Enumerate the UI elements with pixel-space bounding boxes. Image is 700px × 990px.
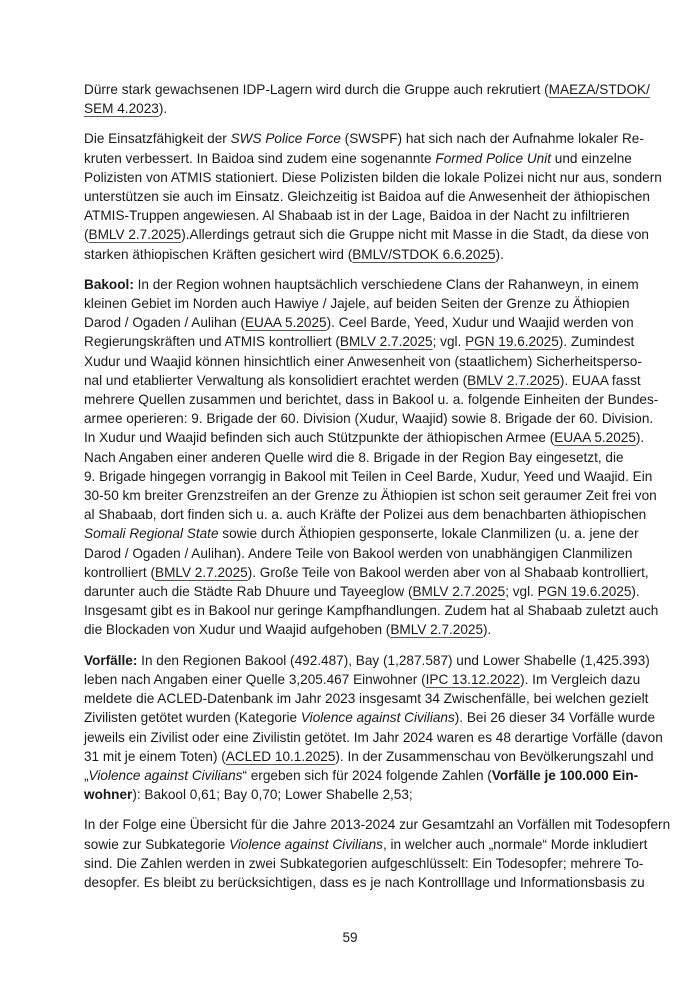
text: sind. Die Zahlen werden in zwei Subkategorien aufgeschlüsselt: Ein Todesopfer; mehrere To- [84, 855, 644, 871]
text-line [84, 815, 671, 834]
text: jeweils ein Zivilist oder eine Zivilistin getötet. Im Jahr 2024 waren es 48 derartige Vorfälle (davon [84, 729, 663, 745]
text: nal und etablierter Verwaltung als konsolidiert erachtet werden ( [84, 372, 468, 388]
text: In den Regionen Bakool (492.487), Bay (1,287.587) und Lower Shabelle (1,425.393) [137, 652, 650, 668]
paragraph-bakool [84, 275, 659, 640]
text: al Shabaab, dort finden sich u. a. auch Kräfte der Polizei aus dem benachbarten äthiopischen [84, 507, 647, 523]
text-line [84, 275, 639, 294]
text: Zivilisten getötet wurden (Kategorie [84, 710, 301, 726]
text-line [84, 149, 632, 168]
text: 9. Brigade hingegen vorrangig in Bakool mit Teilen in Ceel Barde, Xudur, Yeed und Waajid. Ein [84, 468, 653, 484]
text-line [84, 582, 640, 601]
text: In Xudur und Waajid befinden sich auch Stützpunkte der äthiopischen Armee ( [84, 430, 555, 446]
source-link[interactable]: BMLV 2.7.2025 [467, 372, 560, 388]
text-line [84, 390, 659, 409]
source-link[interactable]: EUAA 5.2025 [244, 315, 327, 331]
text: ). Zumindest [558, 334, 635, 350]
text: Dürre stark gewachsenen IDP-Lagern wird durch die Gruppe auch rekrutiert ( [84, 82, 549, 97]
text: Darod / Ogaden / Aulihan). Andere Teile von Bakool werden von unabhängigen Clanmilizen [84, 545, 633, 561]
source-link[interactable]: IPC 13.12.2022 [425, 671, 521, 687]
text: kruten verbessert. In Baidoa sind zudem eine sogenannte [84, 150, 436, 166]
body-text [84, 80, 671, 903]
text: ). In der Zusammenschau von Bevölkerungszahl und [335, 748, 654, 764]
text: ). Große Teile von Bakool werden aber von al Shabaab kontrolliert, [247, 564, 649, 580]
text: Xudur und Waajid können hinsichtlich einer Anwesenheit von (staatlichem) Sicherheitsperso- [84, 353, 642, 369]
text: ).Allerdings getraut sich die Gruppe nicht mit Masse in die Stadt, da diese von [181, 227, 649, 243]
source-link[interactable]: BMLV 2.7.2025 [88, 227, 182, 243]
text-line [84, 129, 644, 148]
source-link[interactable]: SEM 4.2023 [84, 101, 159, 117]
text-line [84, 708, 656, 727]
text-line [84, 371, 641, 390]
text: meldete die ACLED-Datenbank im Jahr 2023 insgesamt 34 Zwischenfälle, bei welchen gezielt [84, 691, 649, 707]
text: starken äthiopischen Kräften gesichert wird ( [84, 246, 353, 262]
italic-text: Somali Regional State [84, 526, 219, 542]
text: “ ergeben sich für 2024 folgende Zahlen ( [242, 767, 492, 783]
text-line [84, 206, 630, 225]
text-line [84, 563, 649, 582]
text: ). Bei 26 dieser 34 Vorfälle wurde [454, 710, 656, 726]
text-line [84, 728, 663, 747]
text: die Blockaden von Xudur und Waajid aufgehoben ( [84, 622, 391, 638]
text-line [84, 854, 644, 873]
source-link[interactable]: EUAA 5.2025 [554, 430, 636, 446]
paragraph-swspf [84, 129, 662, 263]
text: kleinen Gebiet im Norden auch Hawiye / Jajele, auf beiden Seiten der Grenze zu Äthiopien [84, 296, 630, 312]
text: In der Region wohnen hauptsächlich verschiedene Clans der Rahanweyn, in einem [133, 276, 639, 292]
text: ). Im Vergleich dazu [520, 671, 641, 687]
text-line [84, 187, 650, 206]
text: ; vgl. [432, 334, 466, 350]
italic-text: Violence against Civilians [300, 710, 455, 726]
text-line [84, 467, 653, 486]
text-line [84, 409, 654, 428]
text: Darod / Ogaden / Aulihan ( [84, 315, 245, 331]
bold-text: Bakool: [84, 276, 134, 292]
text-line [84, 245, 617, 264]
text: Nach Angaben einer anderen Quelle wird die 8. Brigade in der Region Bay eingesetzt, die [84, 449, 624, 465]
text-line [84, 332, 635, 351]
text: ). EUAA fasst [559, 372, 641, 388]
text: ). Ceel Barde, Yeed, Xudur und Waajid werden von [326, 315, 634, 331]
source-link[interactable]: BMLV/STDOK 6.6.2025 [352, 246, 496, 262]
source-link[interactable]: ACLED 10.1.2025 [225, 748, 336, 764]
paragraph-idp-recruitment [84, 80, 650, 118]
text-line [84, 486, 657, 505]
text: Insgesamt gibt es in Bakool nur geringe Kampfhandlungen. Zudem hat al Shabaab zuletzt auch [84, 603, 659, 619]
source-link[interactable]: BMLV 2.7.2025 [155, 564, 248, 580]
text: ). [635, 430, 645, 446]
bold-text: Vorfälle: [84, 652, 138, 668]
text-line [84, 448, 624, 467]
source-link[interactable]: PGN 19.6.2025 [537, 584, 632, 600]
bold-text: wohner [84, 787, 133, 803]
source-link[interactable]: BMLV 2.7.2025 [412, 584, 506, 600]
text: 31 mit je einem Toten) ( [84, 748, 226, 764]
text-line [84, 80, 650, 99]
text: unterstützen sie auch im Einsatz. Gleichzeitig ist Baidoa auf die Anwesenheit der äthiopischen [84, 189, 650, 205]
text: und einzelne [551, 150, 632, 166]
text-line [84, 225, 649, 244]
text: (SWSPF) hat sich nach der Aufnahme lokaler Re- [340, 131, 644, 147]
text-line [84, 428, 645, 447]
text-line [84, 352, 642, 371]
text: sowie durch Äthiopien gesponserte, lokale Clanmilizen (u. a. jene der [218, 526, 639, 542]
text-line [84, 873, 645, 892]
italic-text: SWS Police Force [230, 131, 341, 147]
text-line [84, 505, 647, 524]
text: Regierungskräften und ATMIS kontrolliert ( [84, 334, 340, 350]
page-number: 59 [342, 930, 358, 945]
text-line [84, 620, 617, 639]
text: ): Bakool 0,61; Bay 0,70; Lower Shabelle 2,53; [132, 787, 413, 803]
text-line [84, 835, 648, 854]
text: Die Einsatzfähigkeit der [84, 131, 231, 147]
text: darunter auch die Städte Rab Dhuure und Tayeeglow ( [84, 584, 413, 600]
text-line [84, 99, 617, 118]
text: 30-50 km breiter Grenzstreifen an der Grenze zu Äthiopien ist schon seit geraumer Zeit frei von [84, 488, 657, 504]
text: sowie zur Subkategorie [84, 836, 230, 852]
text-line [84, 689, 649, 708]
source-link[interactable]: BMLV 2.7.2025 [339, 334, 433, 350]
text-line [84, 524, 639, 543]
source-link[interactable]: BMLV 2.7.2025 [390, 622, 484, 638]
text: , in welcher auch „normale“ Morde inkludiert [382, 836, 648, 852]
source-link[interactable]: PGN 19.6.2025 [465, 334, 559, 350]
text: leben nach Angaben einer Quelle 3,205.467 Einwohner ( [84, 671, 426, 687]
source-link[interactable]: MAEZA/STDOK/ [548, 82, 650, 97]
text: kontrolliert ( [84, 564, 156, 580]
text: ). [631, 584, 640, 600]
text: mehrere Quellen zusammen und berichtet, dass in Bakool u. a. folgende Einheiten der Bundes- [84, 392, 659, 408]
text-line [84, 601, 659, 620]
paragraph-overview [84, 815, 671, 892]
text: Polizisten von ATMIS stationiert. Diese Polizisten bilden die lokale Polizei nicht nur aus, sondern [84, 169, 662, 185]
text: ATMIS-Truppen angewiesen. Al Shabaab ist in der Lage, Baidoa in der Nacht zu infiltrieren [84, 208, 630, 224]
text-line [84, 313, 634, 332]
paragraph-vorfaelle [84, 651, 663, 805]
text: ; vgl. [505, 584, 538, 600]
text: „ [84, 767, 89, 783]
text-line [84, 785, 617, 804]
text: ). [158, 101, 168, 117]
text: ). [483, 622, 492, 638]
italic-text: Violence against Civilians [88, 767, 243, 783]
text-line [84, 544, 633, 563]
text-line [84, 747, 654, 766]
text: In der Folge eine Übersicht für die Jahre 2013-2024 zur Gesamtzahl an Vorfällen mit Todesopfern [84, 817, 671, 833]
bold-text: Vorfälle je 100.000 Ein- [491, 767, 639, 783]
text: desopfer. Es bleibt zu berücksichtigen, dass es je nach Kontrolllage und Informationsbasis zu [84, 874, 645, 890]
text-line [84, 670, 641, 689]
italic-text: Violence against Civilians [229, 836, 383, 852]
text: ). [495, 246, 504, 262]
text-line [84, 294, 630, 313]
text: armee operieren: 9. Brigade der 60. Division (Xudur, Waajid) sowie 8. Brigade der 60. Division. [84, 411, 654, 427]
text-line [84, 651, 650, 670]
text-line [84, 168, 662, 187]
text: ( [84, 227, 89, 243]
italic-text: Formed Police Unit [435, 150, 551, 166]
text-line [84, 766, 639, 785]
